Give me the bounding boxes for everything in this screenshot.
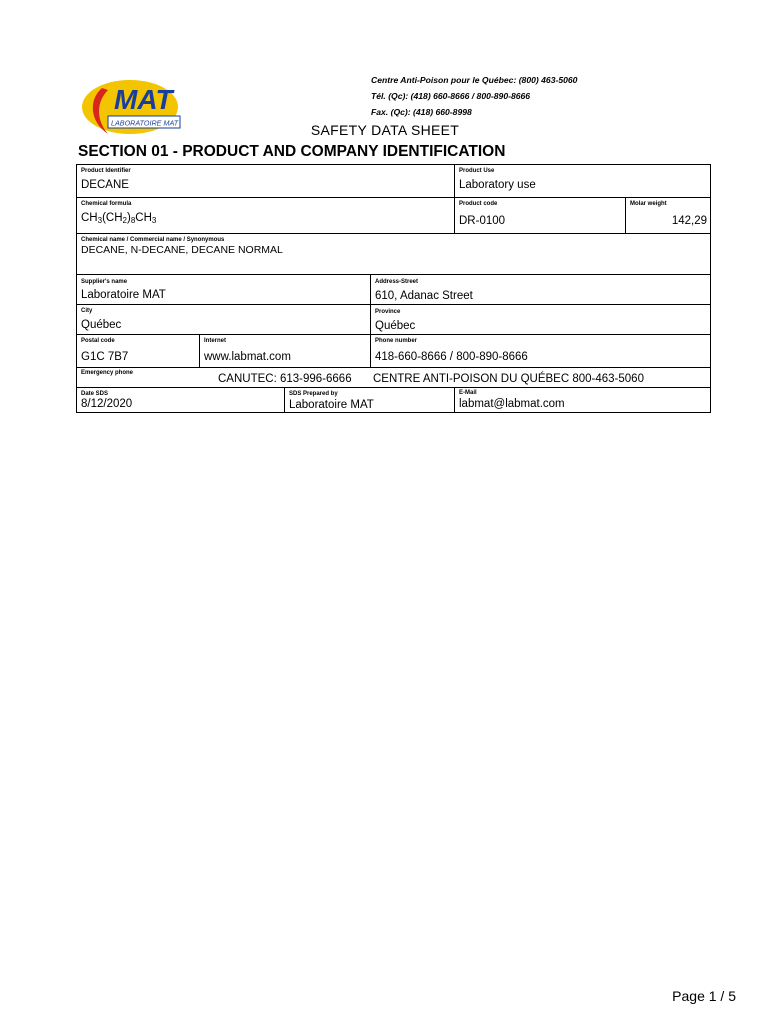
formula-subscript: 2	[122, 216, 127, 225]
province-label: Province	[375, 309, 401, 315]
telephone-line: Tél. (Qc): (418) 660-8666 / 800-890-8666	[371, 91, 531, 101]
supplier-name-cell	[77, 274, 370, 304]
city-label: City	[81, 308, 93, 314]
formula-subscript: 3	[151, 216, 157, 225]
sds-prepared-by-value: Laboratoire MAT	[289, 399, 374, 411]
date-sds-value: 8/12/2020	[81, 398, 133, 410]
email-label: E-Mail	[459, 390, 477, 396]
product-identifier-label: Product Identifier	[81, 168, 131, 174]
postal-code-cell	[77, 334, 199, 367]
postal-code-label: Postal code	[81, 338, 115, 344]
emergency-canutec-value: CANUTEC: 613-996-6666	[218, 373, 352, 385]
province-value: Québec	[375, 320, 416, 332]
phone-number-cell	[370, 334, 710, 367]
sds-prepared-by-label: SDS Prepared by	[289, 391, 338, 397]
supplier-name-label: Supplier's name	[81, 279, 128, 285]
contact-info	[371, 72, 577, 120]
formula-part: )	[126, 212, 131, 224]
product-code-label: Product code	[459, 201, 498, 207]
identification-table	[76, 164, 711, 413]
document-title: SAFETY DATA SHEET	[310, 122, 460, 138]
chemical-formula-label: Chemical formula	[81, 201, 132, 207]
chemical-formula-value	[81, 212, 156, 225]
product-code-cell	[454, 197, 625, 233]
phone-number-label: Phone number	[375, 338, 418, 344]
logo-brand-text: MAT	[114, 84, 173, 115]
product-use-cell	[454, 165, 710, 197]
chemical-name-label: Chemical name / Commercial name / Synonymous	[81, 237, 225, 243]
emergency-phone-label: Emergency phone	[81, 370, 134, 376]
page-number: Page 1 / 5	[672, 988, 736, 1004]
formula-part: CH	[135, 212, 152, 224]
date-sds-cell	[77, 387, 284, 412]
fax-line: Fax. (Qc): (418) 660-8998	[371, 107, 472, 117]
address-label: Address-Street	[375, 279, 419, 285]
molar-weight-cell	[625, 197, 710, 233]
molar-weight-value: 142,29	[671, 215, 707, 227]
sds-prepared-by-cell	[284, 387, 454, 412]
date-sds-label: Date SDS	[81, 391, 109, 397]
molar-weight-label: Molar weight	[630, 201, 667, 207]
emergency-poison-center-value: CENTRE ANTI-POISON DU QUÉBEC 800-463-5060	[373, 373, 644, 385]
internet-label: Internet	[204, 338, 227, 344]
emergency-phone-cell	[77, 367, 710, 387]
section-title: SECTION 01 - PRODUCT AND COMPANY IDENTIFICATION	[78, 143, 506, 160]
product-use-value: Laboratory use	[459, 179, 536, 191]
chemical-formula-cell	[77, 197, 454, 233]
city-value: Québec	[81, 319, 122, 331]
formula-subscript: 3	[97, 216, 103, 225]
chemical-name-cell	[77, 233, 710, 274]
province-cell	[370, 304, 710, 334]
chemical-name-value: DECANE, N-DECANE, DECANE NORMAL	[81, 244, 283, 256]
postal-code-value: G1C 7B7	[81, 351, 129, 363]
formula-part: CH	[81, 212, 98, 224]
internet-value: www.labmat.com	[204, 351, 291, 363]
formula-part: (CH	[102, 212, 123, 224]
product-identifier-cell	[77, 165, 454, 197]
formula-subscript: 8	[130, 216, 136, 225]
logo-tagline-text: LABORATOIRE MAT	[111, 118, 179, 128]
product-use-label: Product Use	[459, 168, 495, 174]
internet-cell	[199, 334, 370, 367]
product-identifier-value: DECANE	[81, 179, 129, 191]
product-code-value: DR-0100	[459, 215, 506, 227]
email-cell	[454, 387, 710, 412]
city-cell	[77, 304, 370, 334]
poison-center-line: Centre Anti-Poison pour le Québec: (800) 463-5060	[371, 75, 578, 85]
phone-number-value: 418-660-8666 / 800-890-8666	[375, 351, 528, 363]
address-value: 610, Adanac Street	[375, 290, 473, 302]
supplier-name-value: Laboratoire MAT	[81, 289, 166, 301]
email-value: labmat@labmat.com	[459, 398, 565, 410]
address-cell	[370, 274, 710, 304]
